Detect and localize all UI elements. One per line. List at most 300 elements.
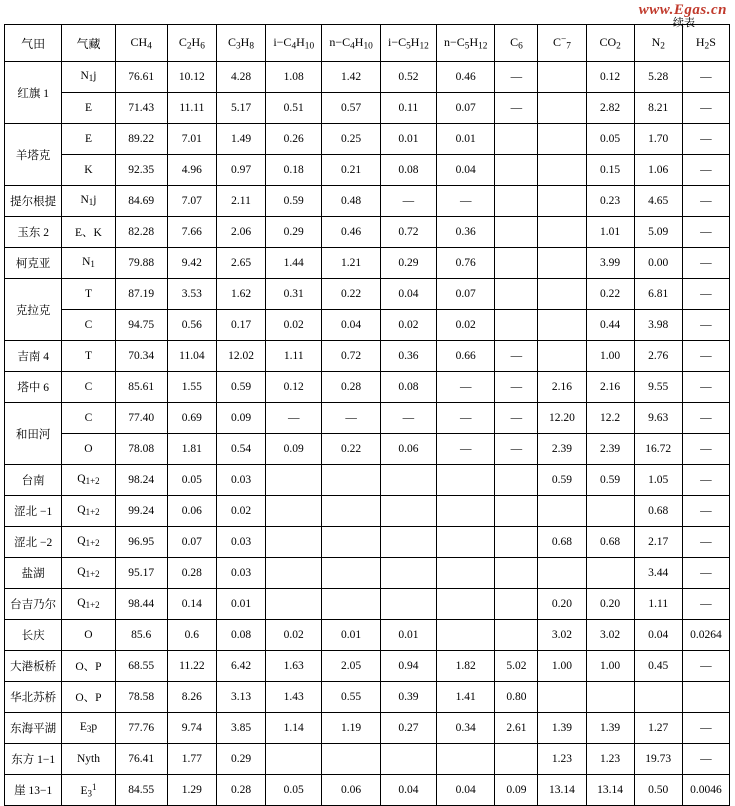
- cell-value: —: [682, 93, 729, 124]
- cell-value: 1.49: [216, 124, 265, 155]
- cell-value: 0.22: [322, 279, 380, 310]
- cell-value: 3.85: [216, 713, 265, 744]
- cell-value: 1.23: [586, 744, 634, 775]
- cell-value: 0.27: [380, 713, 436, 744]
- cell-value: 0.08: [380, 155, 436, 186]
- cell-value: 3.02: [538, 620, 586, 651]
- cell-value: —: [682, 217, 729, 248]
- header-c3h8: $C_3H_8$: [216, 25, 265, 62]
- cell-gas-field: 东方 1−1: [5, 744, 62, 775]
- table-row: [5, 124, 730, 155]
- table-body: [5, 62, 730, 806]
- cell-value: 16.72: [634, 434, 682, 465]
- cell-gas-field: 台吉乃尔: [5, 589, 62, 620]
- cell-value: [682, 682, 729, 713]
- cell-value: —: [682, 124, 729, 155]
- cell-reservoir: K: [62, 155, 115, 186]
- cell-value: —: [495, 403, 538, 434]
- cell-value: [538, 186, 586, 217]
- cell-value: —: [495, 434, 538, 465]
- cell-value: —: [682, 496, 729, 527]
- cell-value: 9.55: [634, 372, 682, 403]
- cell-value: 78.58: [115, 682, 167, 713]
- cell-value: 0.17: [216, 310, 265, 341]
- cell-value: 7.07: [167, 186, 216, 217]
- cell-value: 2.17: [634, 527, 682, 558]
- cell-value: 98.24: [115, 465, 167, 496]
- cell-value: [266, 558, 322, 589]
- cell-value: 0.94: [380, 651, 436, 682]
- cell-value: 1.63: [266, 651, 322, 682]
- cell-value: 70.34: [115, 341, 167, 372]
- cell-value: [538, 217, 586, 248]
- cell-reservoir: $Q_{1+2}$: [62, 465, 115, 496]
- cell-gas-field: 东海平湖: [5, 713, 62, 744]
- table-row: [5, 62, 730, 93]
- header-n-c4h10: $n-C_4H_{10}$: [322, 25, 380, 62]
- cell-value: 82.28: [115, 217, 167, 248]
- cell-value: 1.42: [322, 62, 380, 93]
- cell-value: [380, 744, 436, 775]
- cell-value: 0.04: [437, 155, 495, 186]
- cell-value: 71.43: [115, 93, 167, 124]
- table-row: [5, 279, 730, 310]
- cell-value: —: [682, 279, 729, 310]
- cell-gas-field: 红旗 1: [5, 62, 62, 124]
- cell-value: 85.61: [115, 372, 167, 403]
- cell-value: 0.45: [634, 651, 682, 682]
- cell-gas-field: 盐湖: [5, 558, 62, 589]
- cell-value: 79.88: [115, 248, 167, 279]
- cell-value: 1.11: [634, 589, 682, 620]
- cell-value: 0.22: [586, 279, 634, 310]
- cell-value: 0.29: [380, 248, 436, 279]
- cell-value: [266, 527, 322, 558]
- cell-value: 5.17: [216, 93, 265, 124]
- cell-value: [538, 310, 586, 341]
- cell-value: [538, 124, 586, 155]
- cell-reservoir: C: [62, 403, 115, 434]
- cell-value: 95.17: [115, 558, 167, 589]
- cell-value: 4.65: [634, 186, 682, 217]
- cell-value: 2.65: [216, 248, 265, 279]
- cell-value: [495, 465, 538, 496]
- cell-value: 0.09: [495, 775, 538, 806]
- cell-value: 2.76: [634, 341, 682, 372]
- cell-value: 2.39: [538, 434, 586, 465]
- cell-value: 0.01: [380, 124, 436, 155]
- cell-value: 1.01: [586, 217, 634, 248]
- cell-value: 0.05: [266, 775, 322, 806]
- cell-value: 1.00: [538, 651, 586, 682]
- cell-gas-field: 涩北 −1: [5, 496, 62, 527]
- cell-value: 1.44: [266, 248, 322, 279]
- cell-value: 1.29: [167, 775, 216, 806]
- cell-value: 1.11: [266, 341, 322, 372]
- cell-value: 0.14: [167, 589, 216, 620]
- cell-gas-field: 长庆: [5, 620, 62, 651]
- cell-value: 0.54: [216, 434, 265, 465]
- cell-value: —: [682, 62, 729, 93]
- cell-gas-field: 和田河: [5, 403, 62, 465]
- cell-value: 7.66: [167, 217, 216, 248]
- cell-value: —: [682, 527, 729, 558]
- cell-value: 0.25: [322, 124, 380, 155]
- cell-value: [322, 527, 380, 558]
- cell-value: 11.04: [167, 341, 216, 372]
- cell-gas-field: 华北苏桥: [5, 682, 62, 713]
- cell-value: 0.66: [437, 341, 495, 372]
- cell-value: 0.06: [322, 775, 380, 806]
- header-c2h6: $C_2H_6$: [167, 25, 216, 62]
- table-header-row: [5, 25, 730, 62]
- table-row: [5, 744, 730, 775]
- watermark-text: www.Egas.cn: [638, 2, 727, 18]
- cell-value: [586, 558, 634, 589]
- cell-value: [495, 186, 538, 217]
- cell-value: 1.70: [634, 124, 682, 155]
- header-gas-field: 气田: [5, 25, 62, 62]
- cell-value: 77.40: [115, 403, 167, 434]
- cell-reservoir: O: [62, 434, 115, 465]
- cell-value: [538, 341, 586, 372]
- cell-value: [538, 155, 586, 186]
- cell-value: 0.28: [322, 372, 380, 403]
- header-c6: $C_6$: [495, 25, 538, 62]
- cell-reservoir: E: [62, 93, 115, 124]
- cell-reservoir: $Q_{1+2}$: [62, 589, 115, 620]
- cell-value: 7.01: [167, 124, 216, 155]
- table-row: [5, 558, 730, 589]
- cell-reservoir: $Q_{1+2}$: [62, 527, 115, 558]
- cell-value: 85.6: [115, 620, 167, 651]
- cell-value: 1.39: [586, 713, 634, 744]
- cell-value: 4.96: [167, 155, 216, 186]
- cell-value: 0.56: [167, 310, 216, 341]
- cell-value: 0.04: [380, 775, 436, 806]
- cell-value: 2.82: [586, 93, 634, 124]
- cell-value: [380, 558, 436, 589]
- cell-value: 3.02: [586, 620, 634, 651]
- gas-composition-table: [4, 24, 730, 806]
- cell-gas-field: 羊塔克: [5, 124, 62, 186]
- cell-value: 8.21: [634, 93, 682, 124]
- cell-value: 0.0264: [682, 620, 729, 651]
- cell-value: 0.02: [266, 620, 322, 651]
- cell-reservoir: C: [62, 310, 115, 341]
- cell-value: 5.02: [495, 651, 538, 682]
- cell-value: [322, 558, 380, 589]
- cell-value: 89.22: [115, 124, 167, 155]
- cell-gas-field: 崖 13−1: [5, 775, 62, 806]
- table-row: [5, 465, 730, 496]
- cell-value: 0.12: [586, 62, 634, 93]
- cell-reservoir: Nyth: [62, 744, 115, 775]
- cell-value: 0.03: [216, 558, 265, 589]
- cell-value: [380, 496, 436, 527]
- cell-value: 0.44: [586, 310, 634, 341]
- table-row: [5, 713, 730, 744]
- cell-value: 76.41: [115, 744, 167, 775]
- cell-value: 10.12: [167, 62, 216, 93]
- cell-value: 0.72: [380, 217, 436, 248]
- cell-value: 0.05: [586, 124, 634, 155]
- cell-value: —: [682, 186, 729, 217]
- cell-value: 0.28: [167, 558, 216, 589]
- cell-value: —: [380, 403, 436, 434]
- cell-value: 0.04: [322, 310, 380, 341]
- cell-reservoir: T: [62, 341, 115, 372]
- table-row: [5, 155, 730, 186]
- cell-value: 0.76: [437, 248, 495, 279]
- cell-value: [538, 558, 586, 589]
- cell-value: 0.36: [380, 341, 436, 372]
- cell-value: [266, 496, 322, 527]
- cell-value: 0.08: [380, 372, 436, 403]
- cell-value: [538, 496, 586, 527]
- cell-value: 0.20: [538, 589, 586, 620]
- cell-value: 6.81: [634, 279, 682, 310]
- cell-value: —: [322, 403, 380, 434]
- cell-value: [266, 589, 322, 620]
- cell-value: 96.95: [115, 527, 167, 558]
- cell-value: 1.82: [437, 651, 495, 682]
- cell-value: [437, 589, 495, 620]
- cell-value: [437, 620, 495, 651]
- cell-value: 11.11: [167, 93, 216, 124]
- cell-value: [322, 496, 380, 527]
- cell-value: 0.59: [586, 465, 634, 496]
- cell-reservoir: $N_1j$: [62, 186, 115, 217]
- cell-value: —: [682, 403, 729, 434]
- table-row: [5, 527, 730, 558]
- cell-value: [266, 465, 322, 496]
- table-row: [5, 372, 730, 403]
- cell-value: 3.98: [634, 310, 682, 341]
- cell-value: [538, 93, 586, 124]
- cell-value: [437, 465, 495, 496]
- table-row: [5, 310, 730, 341]
- cell-value: 87.19: [115, 279, 167, 310]
- cell-value: [380, 465, 436, 496]
- cell-value: 2.61: [495, 713, 538, 744]
- cell-value: 0.04: [634, 620, 682, 651]
- cell-value: 0.72: [322, 341, 380, 372]
- cell-reservoir: $N_1j$: [62, 62, 115, 93]
- cell-value: 2.11: [216, 186, 265, 217]
- cell-value: —: [437, 434, 495, 465]
- cell-value: —: [437, 403, 495, 434]
- cell-reservoir: $E_3^1$: [62, 775, 115, 806]
- cell-value: 94.75: [115, 310, 167, 341]
- cell-value: [495, 496, 538, 527]
- cell-value: 9.74: [167, 713, 216, 744]
- cell-value: 0.11: [380, 93, 436, 124]
- cell-value: —: [682, 713, 729, 744]
- cell-value: [538, 62, 586, 93]
- cell-reservoir: T: [62, 279, 115, 310]
- cell-value: 1.21: [322, 248, 380, 279]
- cell-value: 2.06: [216, 217, 265, 248]
- cell-reservoir: C: [62, 372, 115, 403]
- cell-value: [586, 496, 634, 527]
- cell-value: 0.46: [437, 62, 495, 93]
- header-n2: $N_2$: [634, 25, 682, 62]
- cell-value: 76.61: [115, 62, 167, 93]
- table-row: [5, 341, 730, 372]
- table-row: [5, 589, 730, 620]
- cell-value: 3.13: [216, 682, 265, 713]
- cell-value: —: [682, 434, 729, 465]
- header-c7: $C^-_7$: [538, 25, 586, 62]
- cell-value: 1.81: [167, 434, 216, 465]
- cell-value: 1.77: [167, 744, 216, 775]
- cell-value: [495, 217, 538, 248]
- cell-value: 0.07: [167, 527, 216, 558]
- cell-value: 84.69: [115, 186, 167, 217]
- cell-value: 0.29: [216, 744, 265, 775]
- cell-reservoir: $E_3p$: [62, 713, 115, 744]
- cell-gas-field: 涩北 −2: [5, 527, 62, 558]
- cell-value: 0.31: [266, 279, 322, 310]
- cell-value: [586, 682, 634, 713]
- cell-value: [538, 682, 586, 713]
- cell-value: [437, 744, 495, 775]
- cell-value: 0.68: [634, 496, 682, 527]
- cell-value: 0.04: [437, 775, 495, 806]
- cell-value: —: [495, 372, 538, 403]
- cell-reservoir: O、P: [62, 651, 115, 682]
- cell-value: 0.09: [266, 434, 322, 465]
- cell-value: 1.41: [437, 682, 495, 713]
- continued-table-label: 续表: [673, 16, 695, 29]
- cell-value: [538, 279, 586, 310]
- cell-value: 0.46: [322, 217, 380, 248]
- cell-value: 0.59: [266, 186, 322, 217]
- cell-value: 12.2: [586, 403, 634, 434]
- cell-value: 1.00: [586, 341, 634, 372]
- cell-value: 3.53: [167, 279, 216, 310]
- cell-gas-field: 塔中 6: [5, 372, 62, 403]
- cell-value: 1.06: [634, 155, 682, 186]
- cell-value: 0.01: [322, 620, 380, 651]
- cell-value: 0.0046: [682, 775, 729, 806]
- cell-value: 2.39: [586, 434, 634, 465]
- cell-value: 1.39: [538, 713, 586, 744]
- cell-value: 0.01: [380, 620, 436, 651]
- cell-value: 0.09: [216, 403, 265, 434]
- cell-value: [266, 744, 322, 775]
- cell-value: 0.01: [437, 124, 495, 155]
- cell-value: 1.19: [322, 713, 380, 744]
- cell-value: 0.52: [380, 62, 436, 93]
- cell-value: 5.28: [634, 62, 682, 93]
- cell-value: 0.06: [380, 434, 436, 465]
- cell-value: —: [437, 186, 495, 217]
- cell-value: —: [437, 372, 495, 403]
- header-n-c5h12: $n-C_5H_{12}$: [437, 25, 495, 62]
- cell-reservoir: O、P: [62, 682, 115, 713]
- cell-value: 0.80: [495, 682, 538, 713]
- cell-value: 0.21: [322, 155, 380, 186]
- cell-value: 11.22: [167, 651, 216, 682]
- cell-value: [495, 279, 538, 310]
- table-row: [5, 682, 730, 713]
- cell-value: 2.05: [322, 651, 380, 682]
- cell-value: 0.50: [634, 775, 682, 806]
- table-row: [5, 403, 730, 434]
- cell-value: 77.76: [115, 713, 167, 744]
- cell-value: 6.42: [216, 651, 265, 682]
- header-ch4: $CH_4$: [115, 25, 167, 62]
- cell-gas-field: 克拉克: [5, 279, 62, 341]
- cell-value: [538, 248, 586, 279]
- cell-value: 1.62: [216, 279, 265, 310]
- cell-value: 1.23: [538, 744, 586, 775]
- cell-value: 0.07: [437, 279, 495, 310]
- cell-value: 8.26: [167, 682, 216, 713]
- table-row: [5, 248, 730, 279]
- cell-value: 78.08: [115, 434, 167, 465]
- cell-value: 0.02: [437, 310, 495, 341]
- cell-value: 1.55: [167, 372, 216, 403]
- cell-value: —: [682, 558, 729, 589]
- cell-value: 0.02: [266, 310, 322, 341]
- cell-value: 0.28: [216, 775, 265, 806]
- cell-value: 0.00: [634, 248, 682, 279]
- cell-value: [495, 310, 538, 341]
- cell-value: 0.59: [216, 372, 265, 403]
- cell-value: 99.24: [115, 496, 167, 527]
- cell-value: —: [682, 310, 729, 341]
- cell-value: —: [682, 341, 729, 372]
- header-reservoir: 气藏: [62, 25, 115, 62]
- cell-value: 4.28: [216, 62, 265, 93]
- cell-value: 0.29: [266, 217, 322, 248]
- cell-value: 0.05: [167, 465, 216, 496]
- cell-reservoir: $Q_{1+2}$: [62, 496, 115, 527]
- cell-value: 1.27: [634, 713, 682, 744]
- cell-value: [437, 496, 495, 527]
- cell-value: 0.02: [216, 496, 265, 527]
- cell-value: 0.12: [266, 372, 322, 403]
- cell-value: 0.01: [216, 589, 265, 620]
- cell-value: [437, 527, 495, 558]
- cell-value: [495, 124, 538, 155]
- header-co2: $CO_2$: [586, 25, 634, 62]
- cell-value: [437, 558, 495, 589]
- cell-reservoir: O: [62, 620, 115, 651]
- cell-value: —: [682, 651, 729, 682]
- cell-value: 9.63: [634, 403, 682, 434]
- cell-value: [495, 744, 538, 775]
- cell-value: —: [682, 155, 729, 186]
- cell-value: 0.97: [216, 155, 265, 186]
- cell-value: 0.57: [322, 93, 380, 124]
- cell-gas-field: 大港板桥: [5, 651, 62, 682]
- table-row: [5, 434, 730, 465]
- cell-value: 0.22: [322, 434, 380, 465]
- cell-value: 0.55: [322, 682, 380, 713]
- cell-reservoir: E: [62, 124, 115, 155]
- cell-value: 2.16: [586, 372, 634, 403]
- cell-value: —: [495, 341, 538, 372]
- cell-value: —: [266, 403, 322, 434]
- table-row: [5, 775, 730, 806]
- cell-gas-field: 吉南 4: [5, 341, 62, 372]
- cell-value: 84.55: [115, 775, 167, 806]
- cell-value: 1.05: [634, 465, 682, 496]
